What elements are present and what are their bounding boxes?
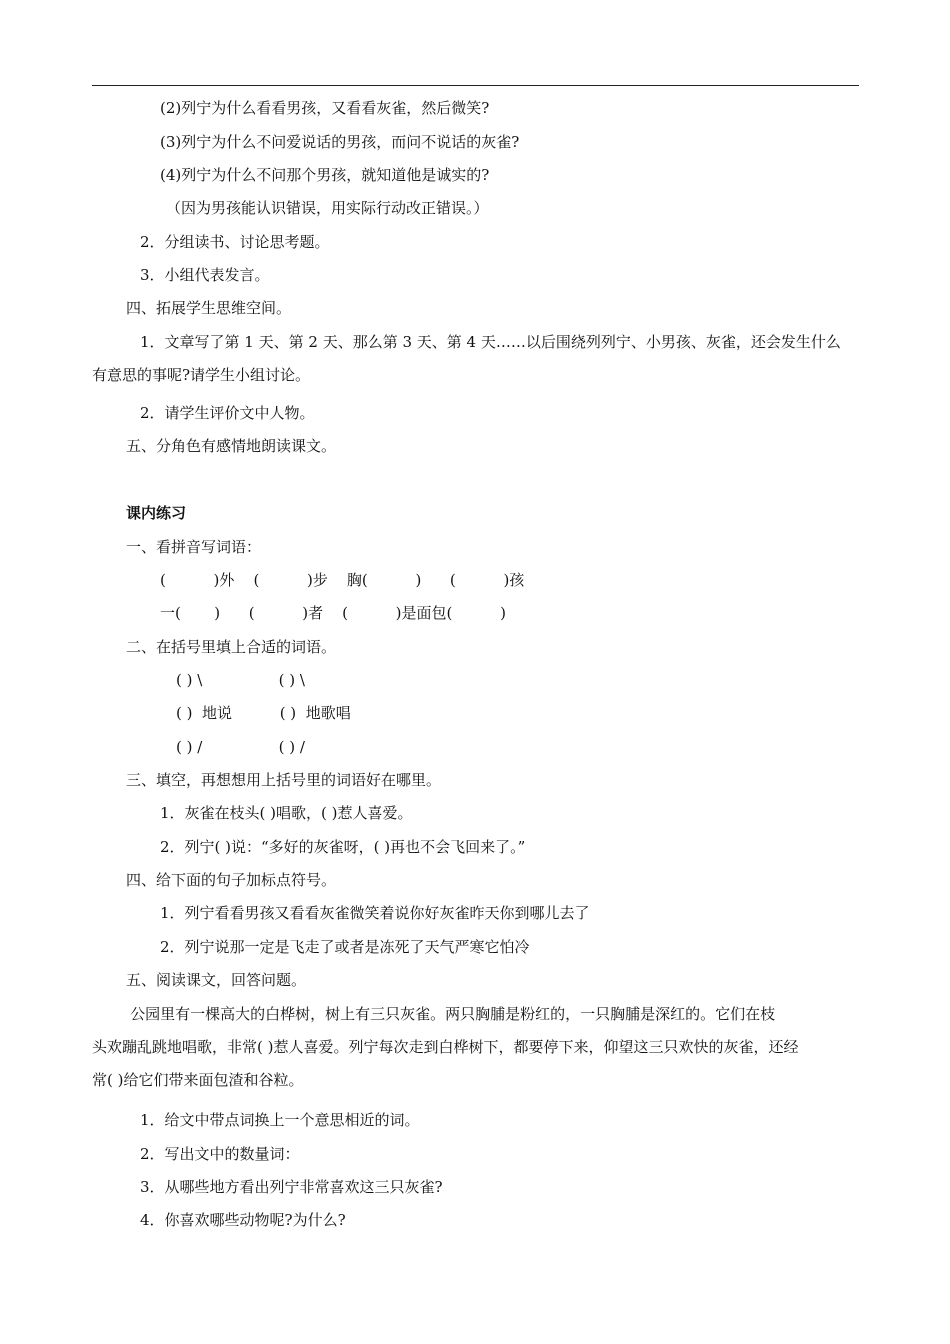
- exercise-2-row-1: ( ) \ ( ) \: [176, 671, 305, 689]
- step-2: 2．分组读书、讨论思考题。: [140, 233, 330, 251]
- answer-note: （因为男孩能认识错误，用实际行动改正错误。）: [166, 199, 489, 217]
- exercise-4-item-1: 1．列宁看看男孩又看看灰雀微笑着说你好灰雀昨天你到哪儿去了: [160, 904, 590, 922]
- exercise-3-item-1: 1．灰雀在枝头( )唱歌，( )惹人喜爱。: [160, 804, 413, 822]
- exercise-3-item-2: 2．列宁( )说：“多好的灰雀呀，( )再也不会飞回来了。”: [160, 838, 526, 856]
- question-4: (4)列宁为什么不问那个男孩，就知道他是诚实的?: [160, 166, 490, 184]
- passage-line: 公园里有一棵高大的白桦树，树上有三只灰雀。两只胸脯是粉红的，一只胸脯是深红的。它们在枝: [92, 1005, 776, 1023]
- exercise-2-row-3: ( ) / ( ) /: [176, 738, 305, 756]
- exercise-3-title: 三、填空，再想想用上括号里的词语好在哪里。: [126, 771, 442, 789]
- paragraph-line: 有意思的事呢?请学生小组讨论。: [92, 366, 311, 384]
- question-2: (2)列宁为什么看看男孩，又看看灰雀，然后微笑?: [160, 99, 490, 117]
- exercise-4-title: 四、给下面的句子加标点符号。: [126, 871, 337, 889]
- header-rule: [92, 85, 859, 86]
- exercise-1-row-2: 一( ) ( )者 ( )是面包( ): [160, 604, 506, 622]
- passage-line: 常( )给它们带来面包渣和谷粒。: [92, 1071, 304, 1089]
- exercise-5-title: 五、阅读课文，回答问题。: [126, 971, 307, 989]
- passage-line: 头欢蹦乱跳地唱歌，非常( )惹人喜爱。列宁每次走到白桦树下，都要停下来，仰望这三只欢快的灰雀，还经: [92, 1038, 799, 1056]
- exercise-1-row-1: ( )外 ( )步 胸( ) ( )孩: [160, 571, 525, 589]
- section-5-title: 五、分角色有感情地朗读课文。: [126, 437, 337, 455]
- exercise-4-item-2: 2．列宁说那一定是飞走了或者是冻死了天气严寒它怕冷: [160, 938, 530, 956]
- reading-question-2: 2．写出文中的数量词：: [140, 1145, 300, 1163]
- exercise-1-title: 一、看拼音写词语：: [126, 538, 262, 556]
- reading-question-3: 3．从哪些地方看出列宁非常喜欢这三只灰雀?: [140, 1178, 443, 1196]
- reading-question-1: 1．给文中带点词换上一个意思相近的词。: [140, 1111, 420, 1129]
- exercise-2-title: 二、在括号里填上合适的词语。: [126, 638, 337, 656]
- reading-question-4: 4．你喜欢哪些动物呢?为什么?: [140, 1211, 346, 1229]
- question-3: (3)列宁为什么不问爱说话的男孩，而问不说话的灰雀?: [160, 133, 520, 151]
- section-4-title: 四、拓展学生思维空间。: [126, 299, 292, 317]
- paragraph-extend: [92, 326, 859, 392]
- step-evaluate: 2．请学生评价文中人物。: [140, 404, 315, 422]
- paragraph-line: 1．文章写了第 1 天、第 2 天、那么第 3 天、第 4 天……以后围绕列列宁、小男孩、灰雀，还会发生什么: [140, 333, 841, 351]
- step-3: 3．小组代表发言。: [140, 266, 270, 284]
- reading-passage: [92, 998, 859, 1097]
- exercise-2-row-2: ( ) 地说 ( ) 地歌唱: [176, 704, 351, 722]
- section-heading: 课内练习: [126, 504, 187, 522]
